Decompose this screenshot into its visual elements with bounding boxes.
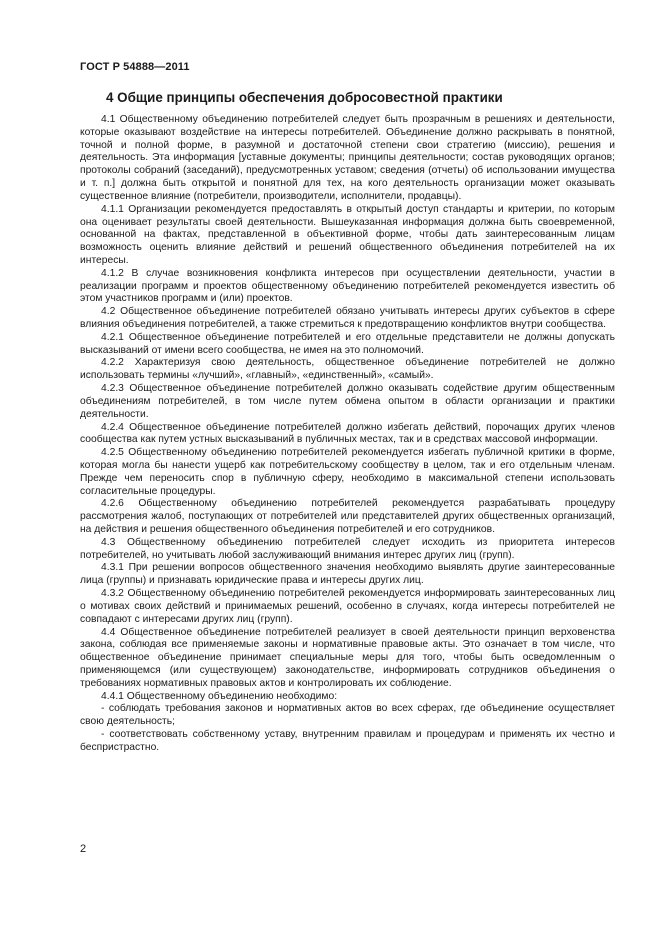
section-title: 4 Общие принципы обеспечения добросовестной практики [106, 90, 503, 105]
paragraph-4-3: 4.3 Общественному объединению потребителей следует исходить из приоритета интересов потребителей, но учитывать любой заслуживающий внимания интерес других лиц (групп). [80, 536, 615, 561]
paragraph-4-3-1: 4.3.1 При решении вопросов общественного значения необходимо выявлять другие заинтересованные лица (группы) и признавать юридические права и интересы других лиц. [80, 562, 615, 587]
paragraph-4-3-2: 4.3.2 Общественному объединению потребителей рекомендуется информировать заинтересованных лиц о мотивах своих действий и принимаемых решений, особенно в случаях, когда интересы потребителей не совпадают с интересами других лиц (групп). [80, 588, 615, 625]
paragraph-4-1: 4.1 Общественному объединению потребителей следует быть прозрачным в решениях и деятельности, которые оказывают воздействие на интересы потребителей. Объединение должно раскрывать в понятной, точной и полной форме, в разумной и достаточной степени свои стратегию (миссию), решения и деятельность. Эта информация [уставные документы; принципы деятельности; состав руководящих органов; протоколы собраний (заседаний), предусмотренных уставом; сведения (отчеты) об использовании имущества и т. п.] должна быть открытой и понятной для тех, на кого деятельность организации может оказывать существенное влияние (потребители, производители, исполнители, продавцы). [80, 114, 615, 202]
page-number: 2 [80, 843, 87, 855]
paragraph-4-2-6: 4.2.6 Общественному объединению потребителей рекомендуется разрабатывать процедуру рассмотрения жалоб, поступающих от потребителей или представителей других общественных организаций, на действия и решения общественного объединения потребителей и его сотрудников. [80, 498, 615, 535]
document-header: ГОСТ Р 54888—2011 [80, 61, 190, 73]
paragraph-4-1-2: 4.1.2 В случае возникновения конфликта интересов при осуществлении деятельности, участии в реализации программ и проектов общественному объединению потребителей рекомендуется известить об этом участников программ и (или) проектов. [80, 267, 615, 305]
list-item: - соответствовать собственному уставу, внутренним правилам и процедурам и применять их честно и беспристрастно. [80, 729, 615, 753]
paragraph-4-4-1: 4.4.1 Общественному объединению необходимо: [101, 690, 338, 702]
document-body [80, 114, 615, 755]
list-item: - соблюдать требования законов и нормативных актов во всех сферах, где объединение осуществляет свою деятельность; [80, 703, 615, 728]
paragraph-4-2-4: 4.2.4 Общественное объединение потребителей должно избегать действий, порочащих других членов сообщества как путем устных высказываний в публичных местах, так и в средствах массовой информации. [80, 421, 615, 446]
paragraph-4-4: 4.4 Общественное объединение потребителей реализует в своей деятельности принцип верховенства закона, соблюдая все применяемые законы и нормативные правовые акты. Это означает в том числе, что общественное объединение принимает специальные меры для того, чтобы быть осведомленным о применяющемся (или существующем) законодательстве, информировать сотрудников объединения о требованиях нормативных правовых актов и контролировать их соблюдение. [80, 626, 615, 689]
paragraph-4-2-3: 4.2.3 Общественное объединение потребителей должно оказывать содействие другим общественным объединениям потребителей, в том числе путем обмена опытом в области организации и практики деятельности. [80, 383, 615, 420]
paragraph-4-2: 4.2 Общественное объединение потребителей обязано учитывать интересы других субъектов в сфере влияния объединения потребителей, а также стремиться к предотвращению конфликтов внутри сообщества. [80, 306, 615, 330]
paragraph-4-2-1: 4.2.1 Общественное объединение потребителей и его отдельные представители не должны допускать высказываний от имени всего сообщества, не имея на это полномочий. [80, 331, 615, 356]
paragraph-4-1-1: 4.1.1 Организации рекомендуется предоставлять в открытый доступ стандарты и критерии, по которым она оценивает результаты своей деятельности. Вышеуказанная информация должна быть своевременной, основанной на фактах, представленной в объективной форме, чтобы дать заинтересованным лицам возможность оценить влияние действий и решений общественного объединения потребителей на их интересы. [80, 203, 615, 266]
paragraph-4-2-2: 4.2.2 Характеризуя свою деятельность, общественное объединение потребителей не должно использовать термины «лучший», «главный», «единственный», «самый». [80, 357, 615, 382]
paragraph-4-2-5: 4.2.5 Общественному объединению потребителей рекомендуется избегать публичной критики в форме, которая могла бы нанести ущерб как потребительскому сообществу в целом, так и его отдельным членам. Прежде чем переносить спор в публичную сферу, необходимо в максимальной степени использовать согласительные процедуры. [80, 447, 615, 497]
